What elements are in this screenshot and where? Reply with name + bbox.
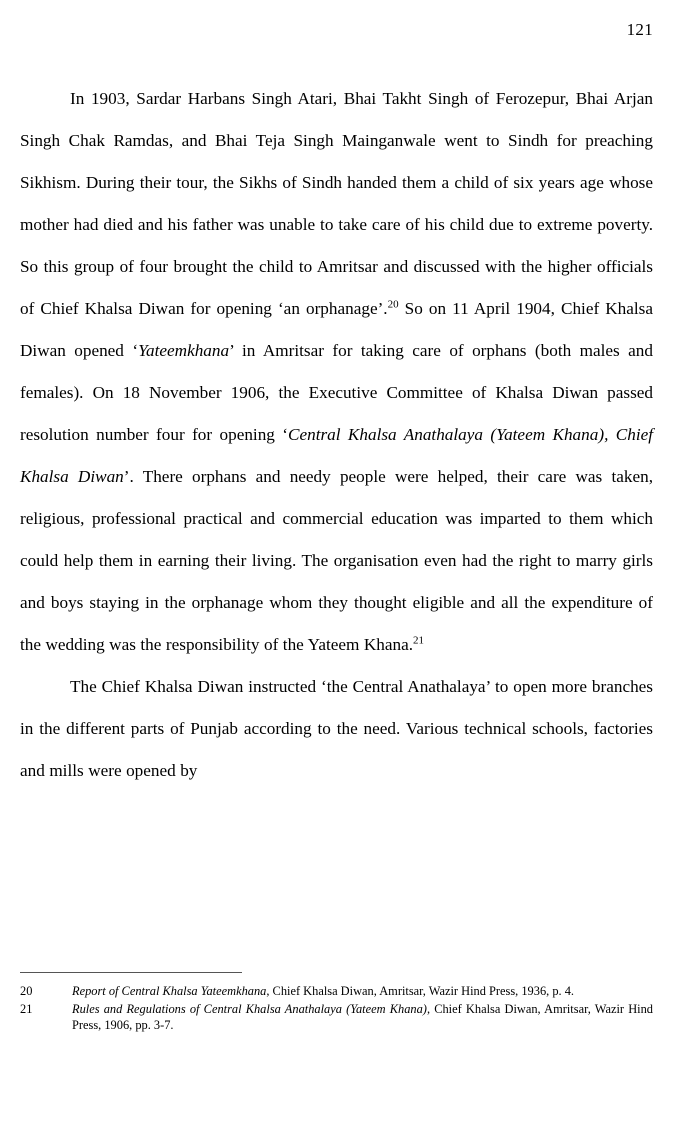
footnote-item: [20, 983, 653, 1000]
body-text-block: [20, 78, 653, 792]
footnote-text: [72, 1002, 653, 1033]
footnote-reference: 20: [387, 298, 399, 311]
footnote-list: [20, 983, 653, 1034]
text-run: So on 11 April 1904, Chief Khalsa Diwan opened ‘: [20, 299, 653, 360]
italic-run: Report of Central Khalsa Yateemkhana: [72, 984, 267, 998]
footnote-separator-rule: [20, 972, 242, 973]
text-run: ’. There orphans and needy people were helped, their care was taken, religious, professional practical and commercial education was imparted to them which could help them in earning their living. The organisation even had the right to marry girls and boys staying in the orphanage whom they thought eligible and all the expenditure of the wedding was the responsibility of the Yateem Khana.: [20, 467, 653, 654]
footnote-area: [20, 972, 653, 1035]
italic-run: Central Khalsa Anathalaya (Yateem Khana), Chief Khalsa Diwan: [20, 425, 653, 486]
italic-run: Yateemkhana: [138, 341, 230, 360]
text-run: ’ in Amritsar for taking care of orphans (both males and females). On 18 November 1906, the Executive Committee of Khalsa Diwan passed resolution number four for opening ‘: [20, 341, 653, 444]
text-run: , Chief Khalsa Diwan, Amritsar, Wazir Hind Press, 1936, p. 4.: [266, 984, 575, 998]
paragraph: [20, 78, 653, 666]
italic-run: Rules and Regulations of Central Khalsa Anathalaya (Yateem Khana): [72, 1001, 427, 1016]
paragraph: [20, 666, 653, 792]
text-run: , Chief Khalsa Diwan, Amritsar, Wazir Hind Press, 1906, pp. 3-7.: [72, 1001, 653, 1033]
footnote-number: 20: [20, 984, 33, 998]
footnote-reference: 21: [413, 634, 425, 647]
footnote-number: 21: [20, 1001, 33, 1016]
footnote-text: [72, 984, 574, 998]
page-number: 121: [626, 20, 653, 39]
text-run: In 1903, Sardar Harbans Singh Atari, Bhai Takht Singh of Ferozepur, Bhai Arjan Singh Chak Ramdas, and Bhai Teja Singh Mainganwale went to Sindh for preaching Sikhism. During their tour, the Sikhs of Sindh handed them a child of six years age whose mother had died and his father was unable to take care of his child due to extreme poverty. So this group of four brought the child to Amritsar and discussed with the higher officials of Chief Khalsa Diwan for opening ‘an orphanage’.: [20, 89, 653, 318]
footnote-item: [20, 1001, 653, 1034]
text-run: The Chief Khalsa Diwan instructed ‘the Central Anathalaya’ to open more branches in the different parts of Punjab according to the need. Various technical schools, factories and mills were opened by: [20, 677, 653, 780]
